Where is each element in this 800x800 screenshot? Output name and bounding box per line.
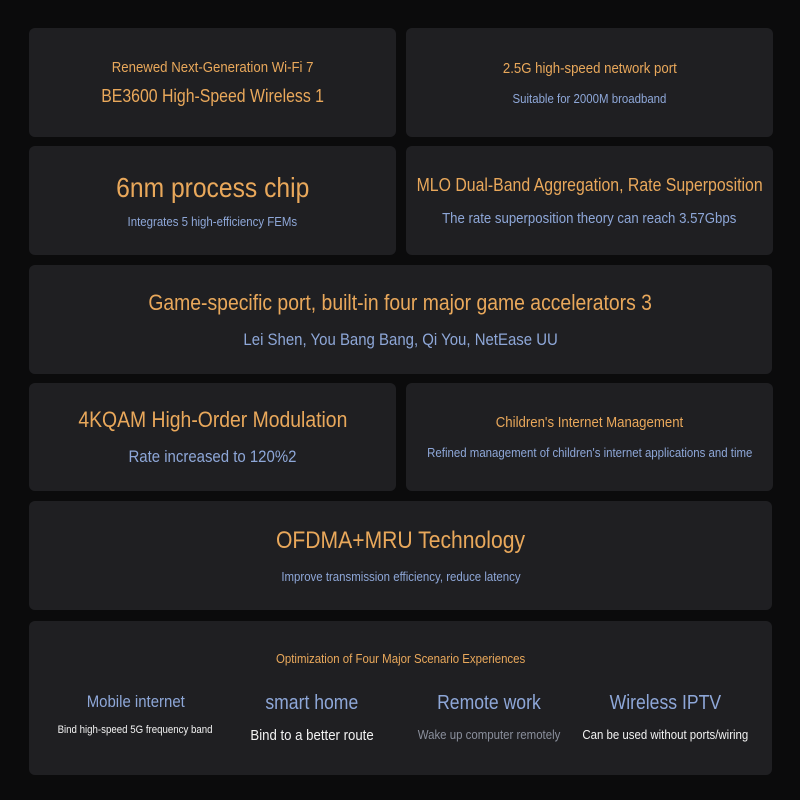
scenario-wireless-iptv (580, 692, 750, 744)
card-process-chip (29, 146, 396, 255)
card-subtitle: The rate superposition theory can reach 3.57Gbps (442, 209, 737, 227)
scenario-name: Mobile internet (86, 692, 185, 711)
card-subtitle: Lei Shen, You Bang Bang, Qi You, NetEase UU (243, 329, 558, 349)
scenario-name: Wireless IPTV (609, 692, 722, 714)
scenario-name: Remote work (436, 692, 541, 714)
card-scenarios (29, 621, 772, 775)
card-network-port (406, 28, 773, 137)
card-subtitle: Rate increased to 120%2 (128, 447, 297, 466)
scenario-desc: Can be used without ports/wiring (582, 727, 749, 742)
card-subtitle: Improve transmission efficiency, reduce latency (280, 569, 521, 584)
card-subtitle: Integrates 5 high-efficiency FEMs (127, 214, 298, 229)
scenarios-title: Optimization of Four Major Scenario Experiences (275, 651, 526, 666)
scenario-name: smart home (265, 692, 359, 714)
scenario-mobile-internet (51, 692, 221, 744)
card-title: 2.5G high-speed network port (502, 59, 677, 77)
card-wifi7 (29, 28, 396, 137)
card-mlo (406, 146, 773, 255)
card-subtitle: Suitable for 2000M broadband (512, 90, 667, 106)
card-title: 4KQAM High-Order Modulation (77, 407, 348, 432)
card-children-management (406, 383, 773, 491)
scenario-desc: Bind high-speed 5G frequency band (58, 724, 213, 736)
scenario-remote-work (404, 692, 574, 744)
card-qam (29, 383, 396, 491)
card-title: MLO Dual-Band Aggregation, Rate Superposition (416, 174, 763, 195)
card-game-port (29, 265, 772, 374)
card-title: 6nm process chip (115, 172, 310, 203)
card-subtitle: BE3600 High-Speed Wireless 1 (101, 85, 324, 106)
scenario-smart-home (227, 692, 397, 744)
scenarios-row (51, 692, 751, 744)
card-title: Children's Internet Management (495, 414, 684, 431)
scenario-desc: Bind to a better route (250, 727, 374, 744)
card-title: Game-specific port, built-in four major game accelerators 3 (148, 289, 653, 315)
scenario-desc: Wake up computer remotely (417, 727, 561, 742)
card-title: Renewed Next-Generation Wi-Fi 7 (111, 58, 314, 76)
card-subtitle: Refined management of children's internet applications and time (426, 445, 753, 460)
card-ofdma (29, 501, 772, 610)
card-title: OFDMA+MRU Technology (275, 527, 526, 554)
